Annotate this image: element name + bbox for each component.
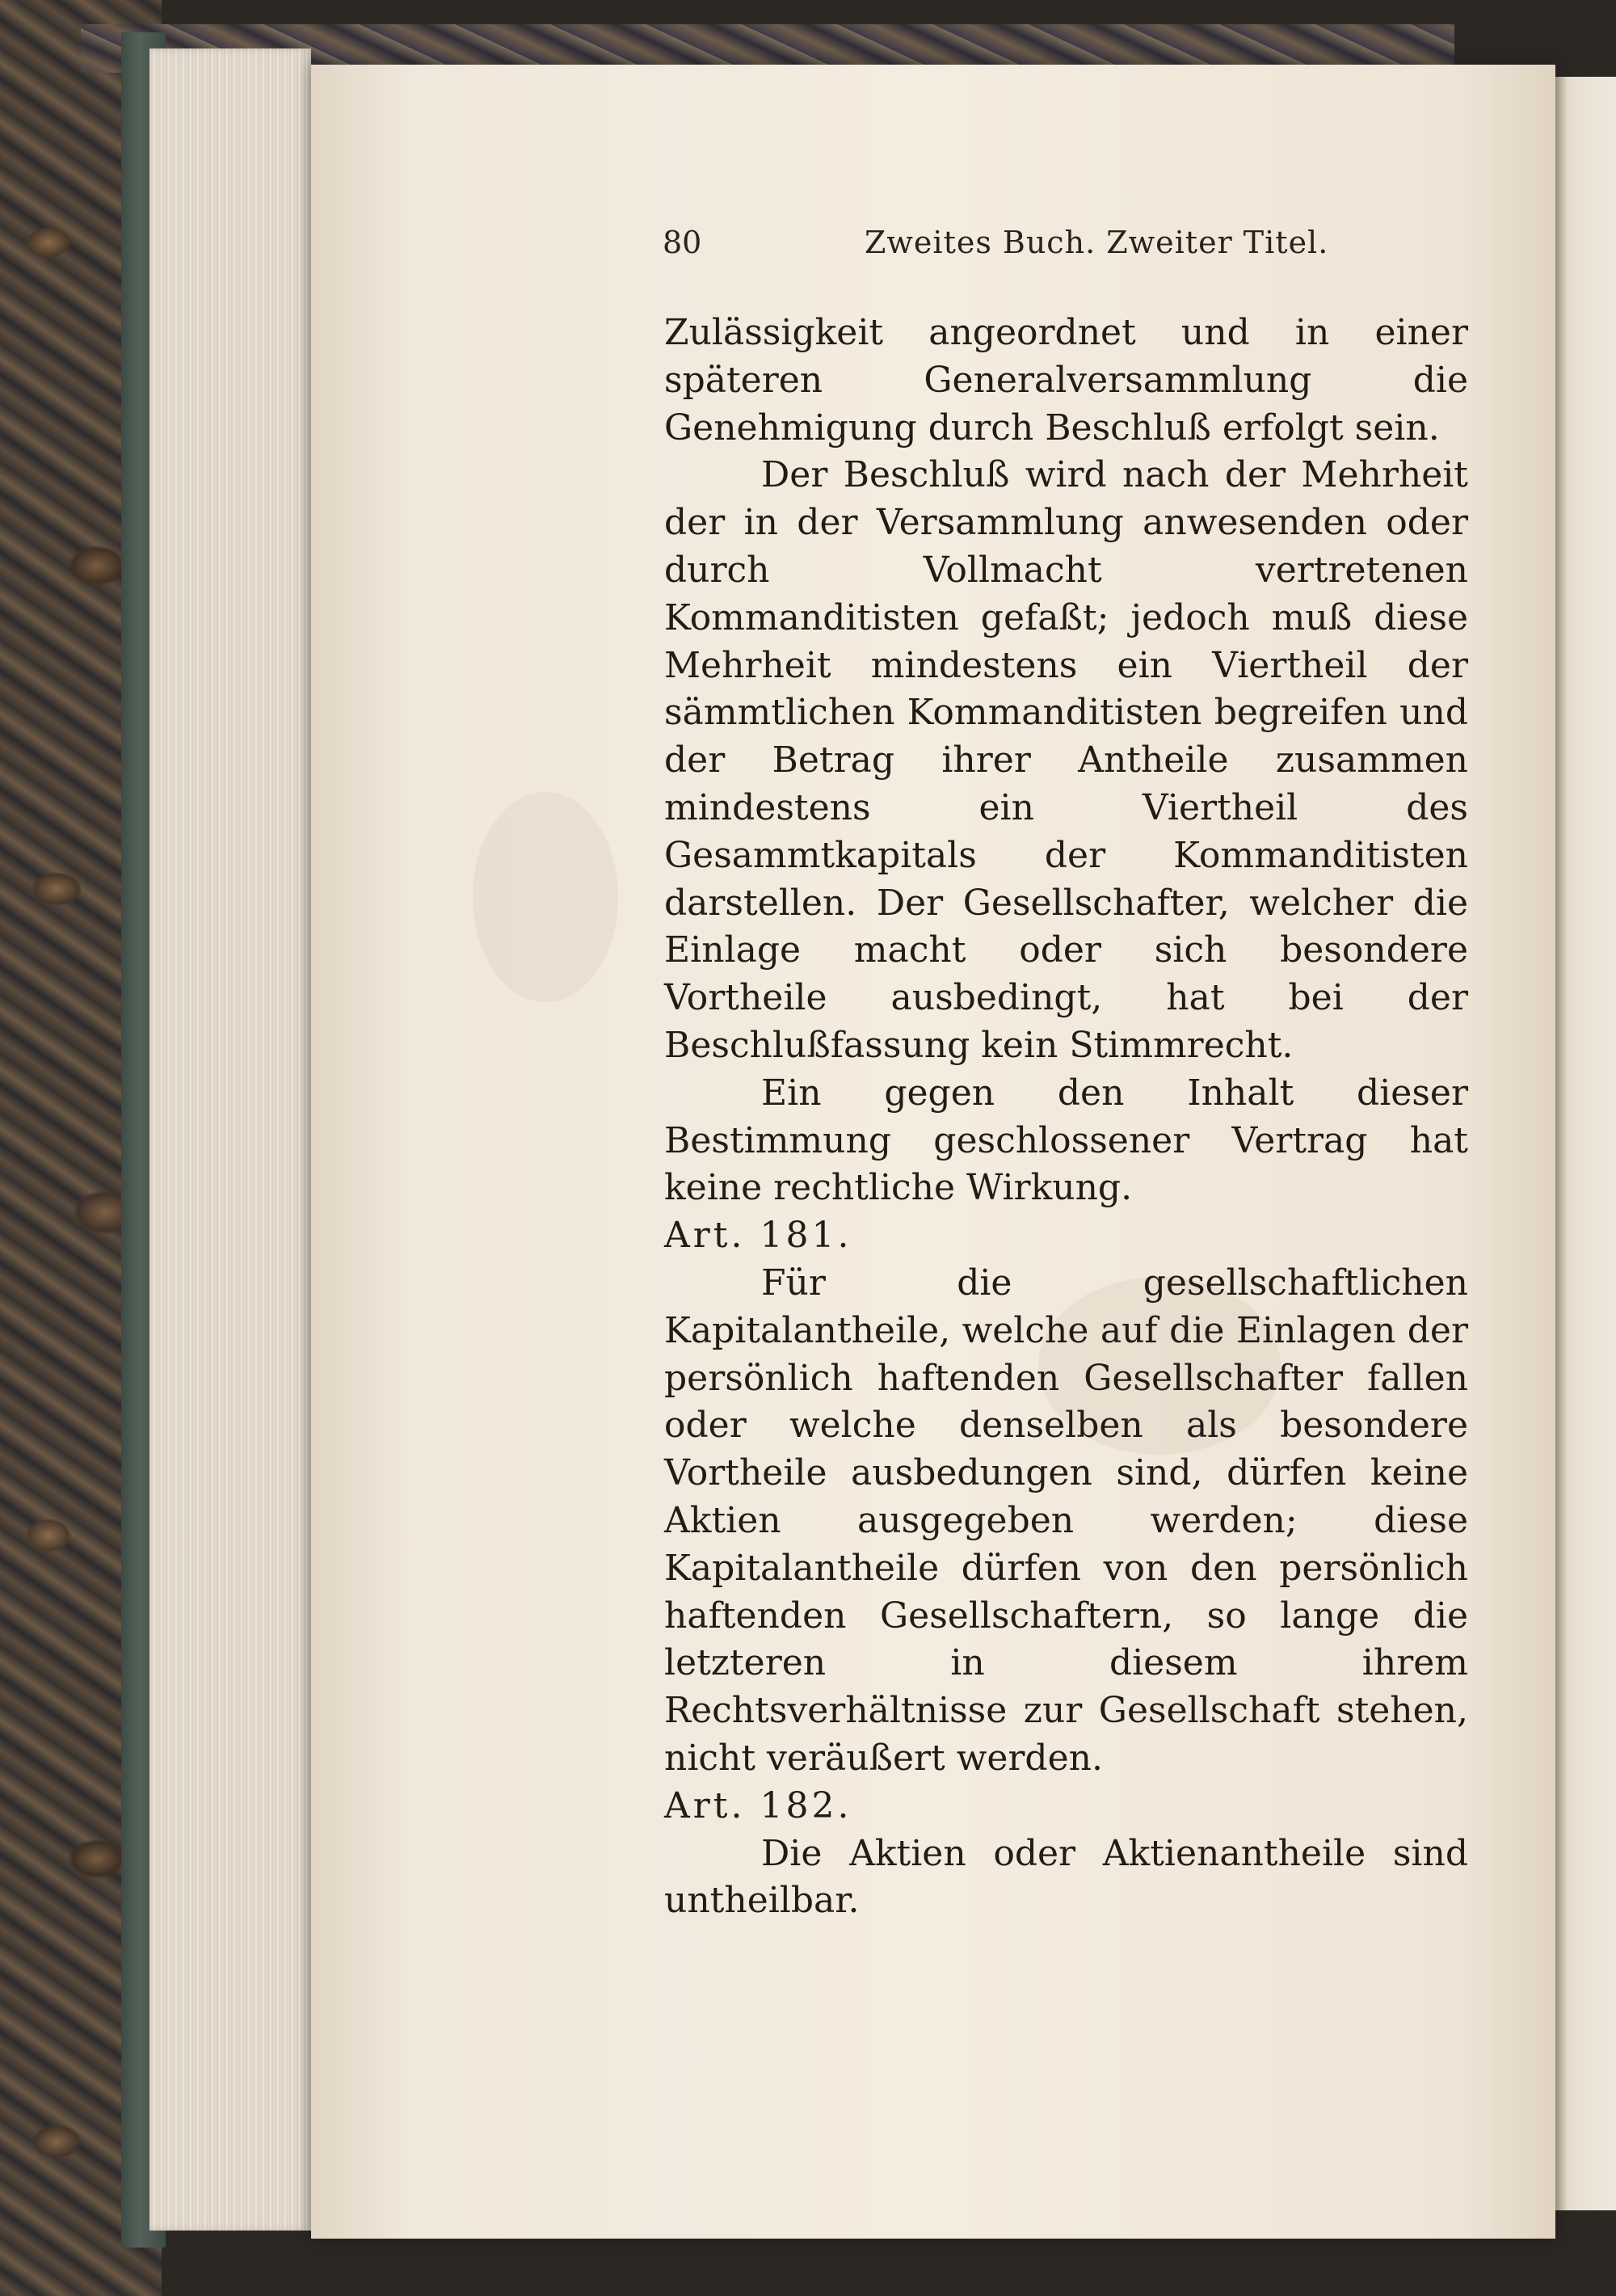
- running-head: Zweites Buch. Zweiter Titel.: [865, 225, 1329, 260]
- page-body: [664, 310, 1468, 1925]
- paragraph: Der Beschluß wird nach der Mehrheit der in der Versammlung anwesenden oder durch Vollmacht vertretenen Kommanditisten gefaßt; jedoch muß diese Mehrheit mindestens ein Viertheil der sämmtlichen Kommanditisten begreifen und der Betrag ihrer Antheile zusammen mindestens ein Viertheil des Gesammtkapitals der Kommanditisten darstellen. Der Gesellschafter, welcher die Einlage macht oder sich besondere Vortheile ausbedingt, hat bei der Beschlußfassung kein Stimmrecht.: [664, 454, 1468, 1066]
- paragraph: Ein gegen den Inhalt dieser Bestimmung geschlossener Vertrag hat keine rechtliche Wirkung.: [664, 1072, 1468, 1209]
- page-stack-edges: [149, 48, 311, 2231]
- page-number: 80: [663, 225, 702, 260]
- article-heading: Art. 181.: [664, 1215, 852, 1257]
- page-header: [356, 225, 1329, 273]
- article-heading: Art. 182.: [664, 1784, 852, 1826]
- next-page-edge: [1555, 77, 1616, 2210]
- paper-stain: [473, 792, 618, 1002]
- article-text: Für die gesellschaftlichen Kapitalantheile, welche auf die Einlagen der persönlich haftenden Gesellschafter fallen oder welche denselben als besondere Vortheile ausbedungen sind, dürfen keine Aktien ausgegeben werden; diese Kapitalantheile dürfen von den persönlich haftenden Gesellschaftern, so lange die letzteren in diesem ihrem Rechtsverhältnisse zur Gesellschaft stehen, nicht veräußert werden.: [664, 1262, 1468, 1779]
- paragraph: Zulässigkeit angeordnet und in einer späteren Generalversammlung die Genehmigung durch Beschluß erfolgt sein.: [664, 312, 1468, 449]
- article-text: Die Aktien oder Aktienantheile sind untheilbar.: [664, 1832, 1468, 1922]
